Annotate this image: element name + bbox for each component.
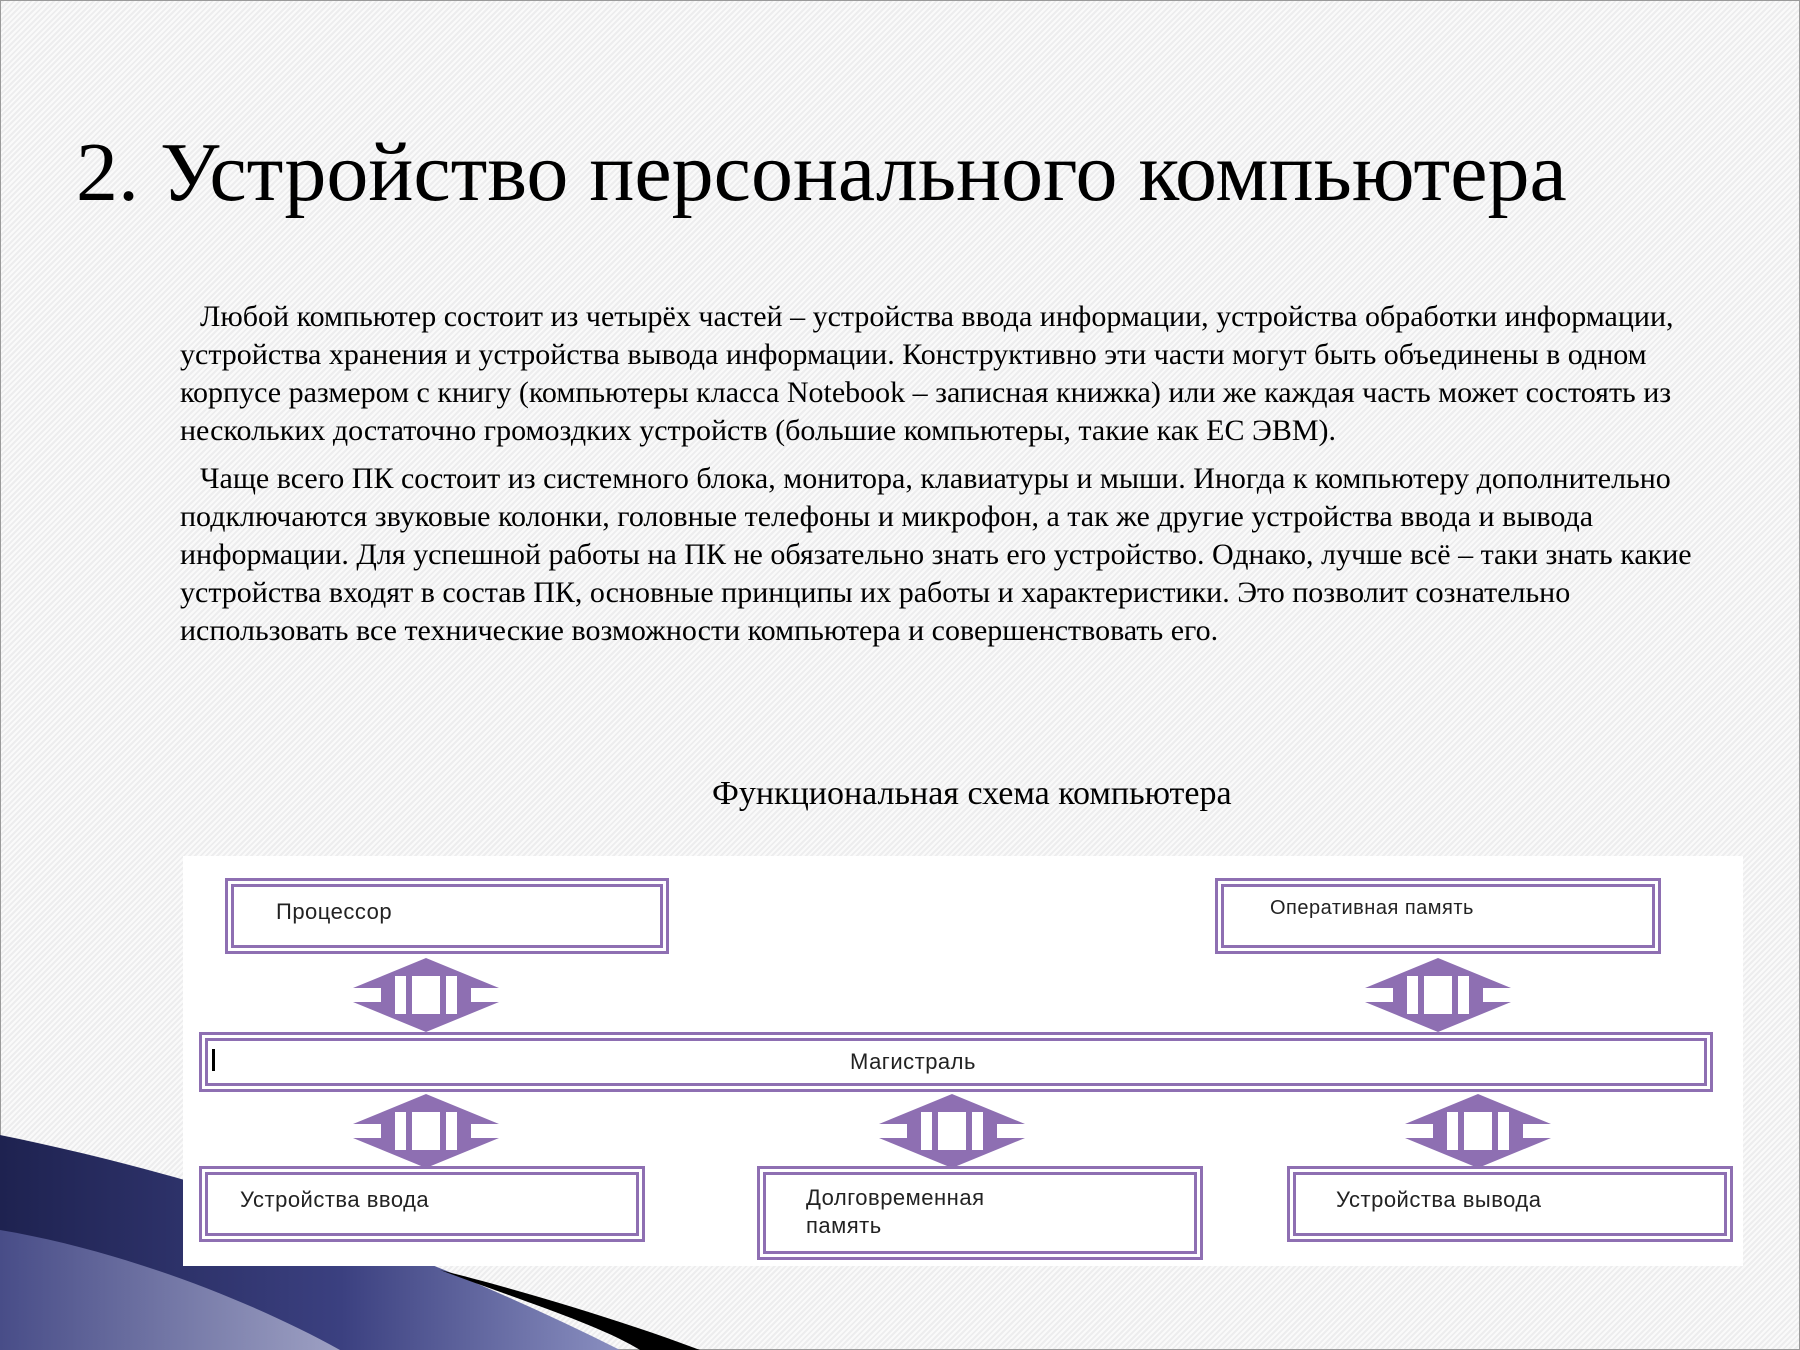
input-devices-label: Устройства ввода bbox=[240, 1187, 430, 1212]
functional-schema-diagram bbox=[183, 856, 1743, 1266]
output-devices-label: Устройства вывода bbox=[1336, 1187, 1542, 1212]
storage-label-line2: память bbox=[806, 1213, 882, 1238]
input-devices-box bbox=[199, 1166, 645, 1242]
processor-label: Процессор bbox=[276, 899, 393, 924]
bus-label: Магистраль bbox=[850, 1049, 976, 1074]
double-arrow-storage bbox=[877, 1092, 1027, 1170]
paragraph-1: Любой компьютер состоит из четырёх частей – устройства ввода информации, устройства обработки информации, устройства хранения и устройства вывода информации. Конструктивно эти части могут быть объединены в одном корпусе размером с книгу (компьютеры класса Notebook – записная книжка) или же каждая часть может состоять из нескольких достаточно громоздких устройств (большие компьютеры, такие как ЕС ЭВМ). bbox=[180, 300, 1674, 447]
bus-box bbox=[199, 1032, 1713, 1092]
body-text bbox=[180, 298, 1700, 660]
paragraph-2: Чаще всего ПК состоит из системного блока, монитора, клавиатуры и мыши. Иногда к компьютеру дополнительно подключаются звуковые колонки, головные телефоны и микрофон, а так же другие устройства ввода и вывода информации. Для успешной работы на ПК не обязательно знать его устройство. Однако, лучше всё – таки знать какие устройства входят в состав ПК, основные принципы их работы и характеристики. Это позволит сознательно использовать все технические возможности компьютера и совершенствовать его. bbox=[180, 462, 1692, 647]
output-devices-box bbox=[1287, 1166, 1733, 1242]
slide-title: 2. Устройство персонального компьютера bbox=[76, 126, 1567, 219]
double-arrow-output bbox=[1403, 1092, 1553, 1170]
double-arrow-input bbox=[351, 1092, 501, 1170]
bus-cursor bbox=[212, 1049, 215, 1071]
processor-box bbox=[225, 878, 669, 954]
storage-box bbox=[757, 1166, 1203, 1260]
storage-label-line1: Долговременная bbox=[806, 1185, 985, 1210]
ram-label: Оперативная память bbox=[1270, 897, 1474, 919]
ram-box bbox=[1215, 878, 1661, 954]
schema-caption: Функциональная схема компьютера bbox=[712, 775, 1232, 812]
double-arrow-ram bbox=[1363, 956, 1513, 1034]
double-arrow-processor bbox=[351, 956, 501, 1034]
